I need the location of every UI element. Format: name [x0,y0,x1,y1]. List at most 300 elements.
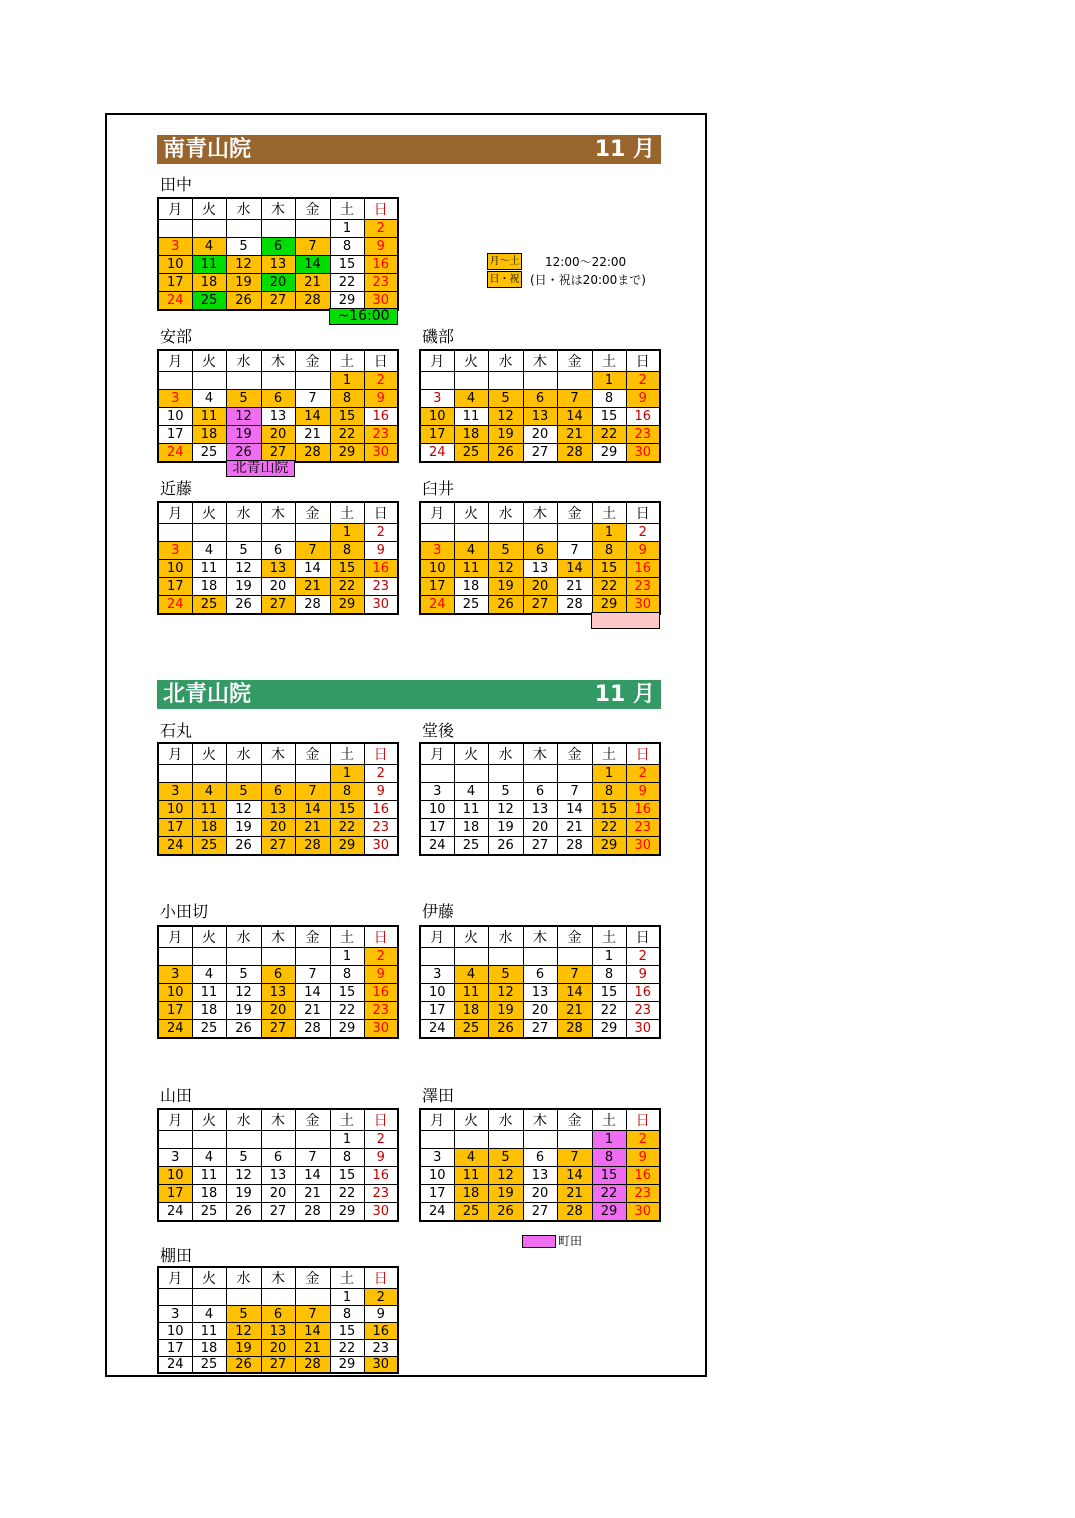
day-cell: 12 [226,256,261,274]
day-cell: 17 [158,426,192,444]
day-cell: 10 [420,984,454,1002]
calendar-table-abe [157,349,399,463]
calendar-week-row [158,274,398,292]
day-cell: 4 [192,390,226,408]
day-cell: 24 [420,837,454,855]
empty-day-cell [488,524,523,542]
empty-day-cell [226,220,261,238]
day-cell: 22 [330,1185,364,1203]
day-cell: 9 [364,238,398,256]
day-cell: 25 [192,1020,226,1038]
calendar-week-row [158,524,398,542]
day-cell: 7 [557,542,592,560]
calendar-table-dougo [419,742,661,856]
day-cell: 28 [557,596,592,614]
calendar-week-row [158,1149,398,1167]
day-cell: 9 [364,966,398,984]
day-cell: 10 [158,256,192,274]
day-cell: 14 [557,801,592,819]
empty-day-cell [295,948,330,966]
empty-day-cell [261,765,295,783]
weekday-header: 土 [330,1267,364,1289]
calendar-week-row [158,372,398,390]
day-cell: 22 [330,274,364,292]
day-cell: 7 [557,390,592,408]
empty-day-cell [557,372,592,390]
day-cell: 18 [192,1340,226,1357]
day-cell: 24 [158,1357,192,1374]
day-cell: 28 [295,837,330,855]
doctor-name-ito: 伊藤 [422,902,455,921]
weekday-header: 土 [592,1109,626,1131]
calendar-week-row [420,1020,660,1038]
empty-day-cell [158,220,192,238]
day-cell: 16 [626,560,660,578]
day-cell: 3 [420,966,454,984]
day-cell: 13 [523,984,557,1002]
calendar-week-row [158,1340,398,1357]
weekday-header: 水 [226,743,261,765]
calendar-week-row [158,238,398,256]
day-cell: 30 [364,1357,398,1374]
day-cell: 11 [192,408,226,426]
weekday-header: 火 [192,743,226,765]
day-cell: 30 [364,292,398,310]
day-cell: 19 [226,1002,261,1020]
weekday-header: 月 [158,502,192,524]
day-cell: 13 [261,1167,295,1185]
weekday-header: 土 [330,350,364,372]
doctor-name-kondo: 近藤 [160,479,193,498]
weekday-header: 水 [226,926,261,948]
empty-day-cell [454,1131,488,1149]
empty-day-cell [192,1131,226,1149]
calendar-table-kondo [157,501,399,615]
day-cell: 4 [192,966,226,984]
empty-day-cell [420,1131,454,1149]
day-cell: 9 [364,1149,398,1167]
day-cell: 22 [592,426,626,444]
weekday-header: 水 [488,926,523,948]
empty-day-cell [454,372,488,390]
day-cell: 10 [420,408,454,426]
day-cell: 25 [454,1020,488,1038]
day-cell: 16 [364,1323,398,1340]
empty-day-cell [226,524,261,542]
weekday-header: 水 [226,198,261,220]
doctor-name-abe: 安部 [160,327,193,346]
empty-day-cell [261,220,295,238]
empty-day-cell [261,1289,295,1306]
day-cell: 30 [364,596,398,614]
weekday-header: 金 [557,502,592,524]
day-cell: 9 [626,783,660,801]
day-cell: 2 [364,220,398,238]
day-cell: 25 [454,837,488,855]
weekday-header: 木 [261,743,295,765]
empty-day-cell [488,765,523,783]
doctor-name-odagiri: 小田切 [160,902,209,921]
machida-swatch [522,1235,556,1248]
empty-day-cell [523,524,557,542]
empty-day-cell [420,524,454,542]
doctor-name-usui: 臼井 [422,479,455,498]
day-cell: 12 [226,984,261,1002]
day-cell: 6 [523,966,557,984]
day-cell: 10 [158,1323,192,1340]
section-title: 南青山院 [163,137,252,162]
weekday-header: 土 [330,198,364,220]
calendar-week-row [158,837,398,855]
day-cell: 15 [330,1323,364,1340]
day-cell: 20 [523,426,557,444]
day-cell: 12 [488,1167,523,1185]
day-cell: 21 [295,578,330,596]
day-cell: 23 [364,1002,398,1020]
weekday-header: 水 [488,743,523,765]
weekday-header-row [158,350,398,372]
day-cell: 8 [330,390,364,408]
day-cell: 18 [454,1185,488,1203]
day-cell: 26 [226,837,261,855]
weekday-header: 木 [523,743,557,765]
day-cell: 23 [626,819,660,837]
weekday-header: 水 [488,350,523,372]
day-cell: 25 [192,1203,226,1221]
weekday-header: 水 [488,502,523,524]
day-cell: 3 [158,783,192,801]
day-cell: 7 [295,542,330,560]
calendar-week-row [420,966,660,984]
day-cell: 20 [523,1185,557,1203]
calendar-week-row [158,1357,398,1374]
day-cell: 7 [295,783,330,801]
day-cell: 13 [261,408,295,426]
day-cell: 13 [261,984,295,1002]
day-cell: 18 [454,578,488,596]
calendar-week-row [420,837,660,855]
day-cell: 26 [226,596,261,614]
day-cell: 22 [592,578,626,596]
weekday-header: 土 [330,743,364,765]
empty-day-cell [158,1131,192,1149]
calendar-week-row [158,1020,398,1038]
weekday-header: 日 [364,743,398,765]
weekday-header: 日 [626,350,660,372]
empty-day-cell [557,1131,592,1149]
day-cell: 17 [158,1185,192,1203]
day-cell: 15 [592,560,626,578]
day-cell: 4 [192,783,226,801]
day-cell: 18 [192,578,226,596]
day-cell: 5 [226,238,261,256]
day-cell: 20 [261,1002,295,1020]
day-cell: 18 [192,274,226,292]
day-cell: 5 [226,966,261,984]
day-cell: 6 [523,390,557,408]
weekday-header-row [420,926,660,948]
day-cell: 23 [364,819,398,837]
weekday-header: 木 [261,1109,295,1131]
empty-day-cell [420,372,454,390]
day-cell: 11 [454,560,488,578]
calendar-week-row [420,408,660,426]
day-cell: 14 [557,1167,592,1185]
weekday-header: 火 [454,350,488,372]
day-cell: 20 [261,274,295,292]
day-cell: 14 [295,256,330,274]
day-cell: 16 [364,1167,398,1185]
day-cell: 19 [226,578,261,596]
day-cell: 4 [192,542,226,560]
calendar-week-row [158,783,398,801]
weekday-header: 火 [454,1109,488,1131]
day-cell: 30 [364,444,398,462]
day-cell: 6 [261,238,295,256]
day-cell: 1 [330,1289,364,1306]
day-cell: 26 [488,1203,523,1221]
day-cell: 19 [226,1185,261,1203]
day-cell: 19 [488,1185,523,1203]
day-cell: 11 [454,1167,488,1185]
day-cell: 2 [364,948,398,966]
day-cell: 1 [330,372,364,390]
day-cell: 26 [226,292,261,310]
calendar-week-row [158,1306,398,1323]
day-cell: 10 [420,1167,454,1185]
day-cell: 15 [330,408,364,426]
day-cell: 23 [364,1185,398,1203]
day-cell: 6 [261,966,295,984]
day-cell: 17 [158,578,192,596]
day-cell: 5 [488,390,523,408]
section-month: 11 月 [594,682,655,707]
day-cell: 4 [454,966,488,984]
day-cell: 3 [420,542,454,560]
day-cell: 8 [330,542,364,560]
day-cell: 20 [261,819,295,837]
calendar-week-row [420,596,660,614]
day-cell: 18 [454,819,488,837]
day-cell: 22 [330,819,364,837]
day-cell: 21 [295,1002,330,1020]
day-cell: 4 [454,390,488,408]
day-cell: 7 [295,238,330,256]
calendar-week-row [158,292,398,310]
empty-day-cell [488,372,523,390]
day-cell: 4 [454,1149,488,1167]
calendar-table-isobe [419,349,661,463]
calendar-week-row [158,578,398,596]
empty-day-cell [523,765,557,783]
weekday-header-row [158,1267,398,1289]
day-cell: 16 [364,801,398,819]
weekday-header: 金 [295,1109,330,1131]
day-cell: 26 [488,837,523,855]
weekday-header: 土 [330,1109,364,1131]
day-cell: 17 [420,578,454,596]
weekday-header: 水 [226,1109,261,1131]
section-banner-north [157,680,661,709]
day-cell: 15 [330,801,364,819]
calendar-week-row [158,801,398,819]
empty-day-cell [261,948,295,966]
day-cell: 18 [192,1185,226,1203]
weekday-header-row [158,502,398,524]
day-cell: 18 [192,1002,226,1020]
day-cell: 22 [592,1002,626,1020]
empty-day-cell [488,1131,523,1149]
weekday-header: 金 [557,926,592,948]
day-cell: 19 [226,426,261,444]
day-cell: 15 [330,256,364,274]
section-month: 11 月 [594,137,655,162]
day-cell: 13 [261,560,295,578]
empty-day-cell [192,1289,226,1306]
day-cell: 9 [364,390,398,408]
weekday-header: 火 [454,502,488,524]
day-cell: 6 [261,1149,295,1167]
day-cell: 21 [295,274,330,292]
day-cell: 1 [592,524,626,542]
weekday-header: 日 [626,1109,660,1131]
day-cell: 6 [523,783,557,801]
weekday-header: 金 [295,1267,330,1289]
day-cell: 29 [330,1203,364,1221]
calendar-table-sawada [419,1108,661,1222]
calendar-week-row [158,560,398,578]
calendar-week-row [420,1203,660,1221]
calendar-week-row [420,578,660,596]
day-cell: 30 [626,596,660,614]
empty-day-cell [226,948,261,966]
day-cell: 11 [192,1323,226,1340]
day-cell: 2 [364,524,398,542]
day-cell: 6 [261,390,295,408]
day-cell: 13 [523,408,557,426]
day-cell: 13 [261,1323,295,1340]
day-cell: 5 [226,783,261,801]
day-cell: 8 [592,966,626,984]
weekday-header: 木 [523,926,557,948]
day-cell: 11 [192,1167,226,1185]
calendar-week-row [158,819,398,837]
day-cell: 21 [557,426,592,444]
calendar-week-row [420,984,660,1002]
weekday-header: 金 [557,350,592,372]
weekday-header: 月 [420,350,454,372]
day-cell: 11 [454,984,488,1002]
day-cell: 6 [261,783,295,801]
weekday-header: 水 [488,1109,523,1131]
empty-day-cell [454,948,488,966]
day-cell: 20 [523,1002,557,1020]
empty-day-cell [295,1131,330,1149]
calendar-week-row [158,1131,398,1149]
day-cell: 26 [488,596,523,614]
day-cell: 24 [158,837,192,855]
day-cell: 4 [192,238,226,256]
weekday-header: 火 [192,502,226,524]
weekday-header: 金 [295,502,330,524]
day-cell: 21 [557,819,592,837]
empty-day-cell [192,372,226,390]
day-cell: 25 [192,1357,226,1374]
day-cell: 3 [158,238,192,256]
day-cell: 9 [364,783,398,801]
doctor-name-tanada: 棚田 [160,1246,193,1265]
weekday-header: 日 [364,350,398,372]
day-cell: 15 [330,560,364,578]
day-cell: 25 [192,292,226,310]
empty-day-cell [226,765,261,783]
day-cell: 17 [420,426,454,444]
calendar-week-row [420,1185,660,1203]
legend-holiday-tag: 日・祝 [487,271,522,288]
day-cell: 8 [592,783,626,801]
day-cell: 29 [330,837,364,855]
day-cell: 3 [420,390,454,408]
calendar-week-row [158,1002,398,1020]
day-cell: 2 [626,765,660,783]
day-cell: 21 [295,819,330,837]
day-cell: 3 [420,1149,454,1167]
legend-hours: 12:00～22:00 [545,255,627,269]
day-cell: 12 [226,560,261,578]
calendar-table-tanaka [157,197,399,311]
day-cell: 19 [488,1002,523,1020]
weekday-header: 火 [454,926,488,948]
calendar-week-row [420,1149,660,1167]
weekday-header: 日 [364,926,398,948]
day-cell: 29 [330,444,364,462]
empty-day-cell [488,948,523,966]
day-cell: 1 [592,1131,626,1149]
calendar-week-row [420,783,660,801]
day-cell: 17 [158,1340,192,1357]
day-cell: 28 [557,444,592,462]
day-cell: 1 [330,220,364,238]
weekday-header: 木 [523,502,557,524]
day-cell: 24 [420,1203,454,1221]
day-cell: 17 [420,819,454,837]
day-cell: 21 [295,426,330,444]
day-cell: 29 [330,1357,364,1374]
day-cell: 3 [158,1306,192,1323]
day-cell: 12 [226,1323,261,1340]
weekday-header: 土 [330,502,364,524]
day-cell: 10 [158,560,192,578]
doctor-name-yamada: 山田 [160,1086,193,1105]
day-cell: 28 [295,444,330,462]
day-cell: 1 [330,948,364,966]
weekday-header-row [158,198,398,220]
weekday-header: 火 [454,743,488,765]
weekday-header: 月 [158,198,192,220]
weekday-header: 火 [192,1109,226,1131]
day-cell: 5 [488,1149,523,1167]
day-cell: 7 [295,1149,330,1167]
day-cell: 17 [158,274,192,292]
legend-holiday-hours: (日・祝は20:00まで) [530,273,646,287]
day-cell: 15 [592,984,626,1002]
weekday-header-row [158,926,398,948]
day-cell: 14 [295,560,330,578]
day-cell: 18 [454,426,488,444]
day-cell: 4 [454,542,488,560]
empty-day-cell [523,948,557,966]
day-cell: 17 [420,1185,454,1203]
